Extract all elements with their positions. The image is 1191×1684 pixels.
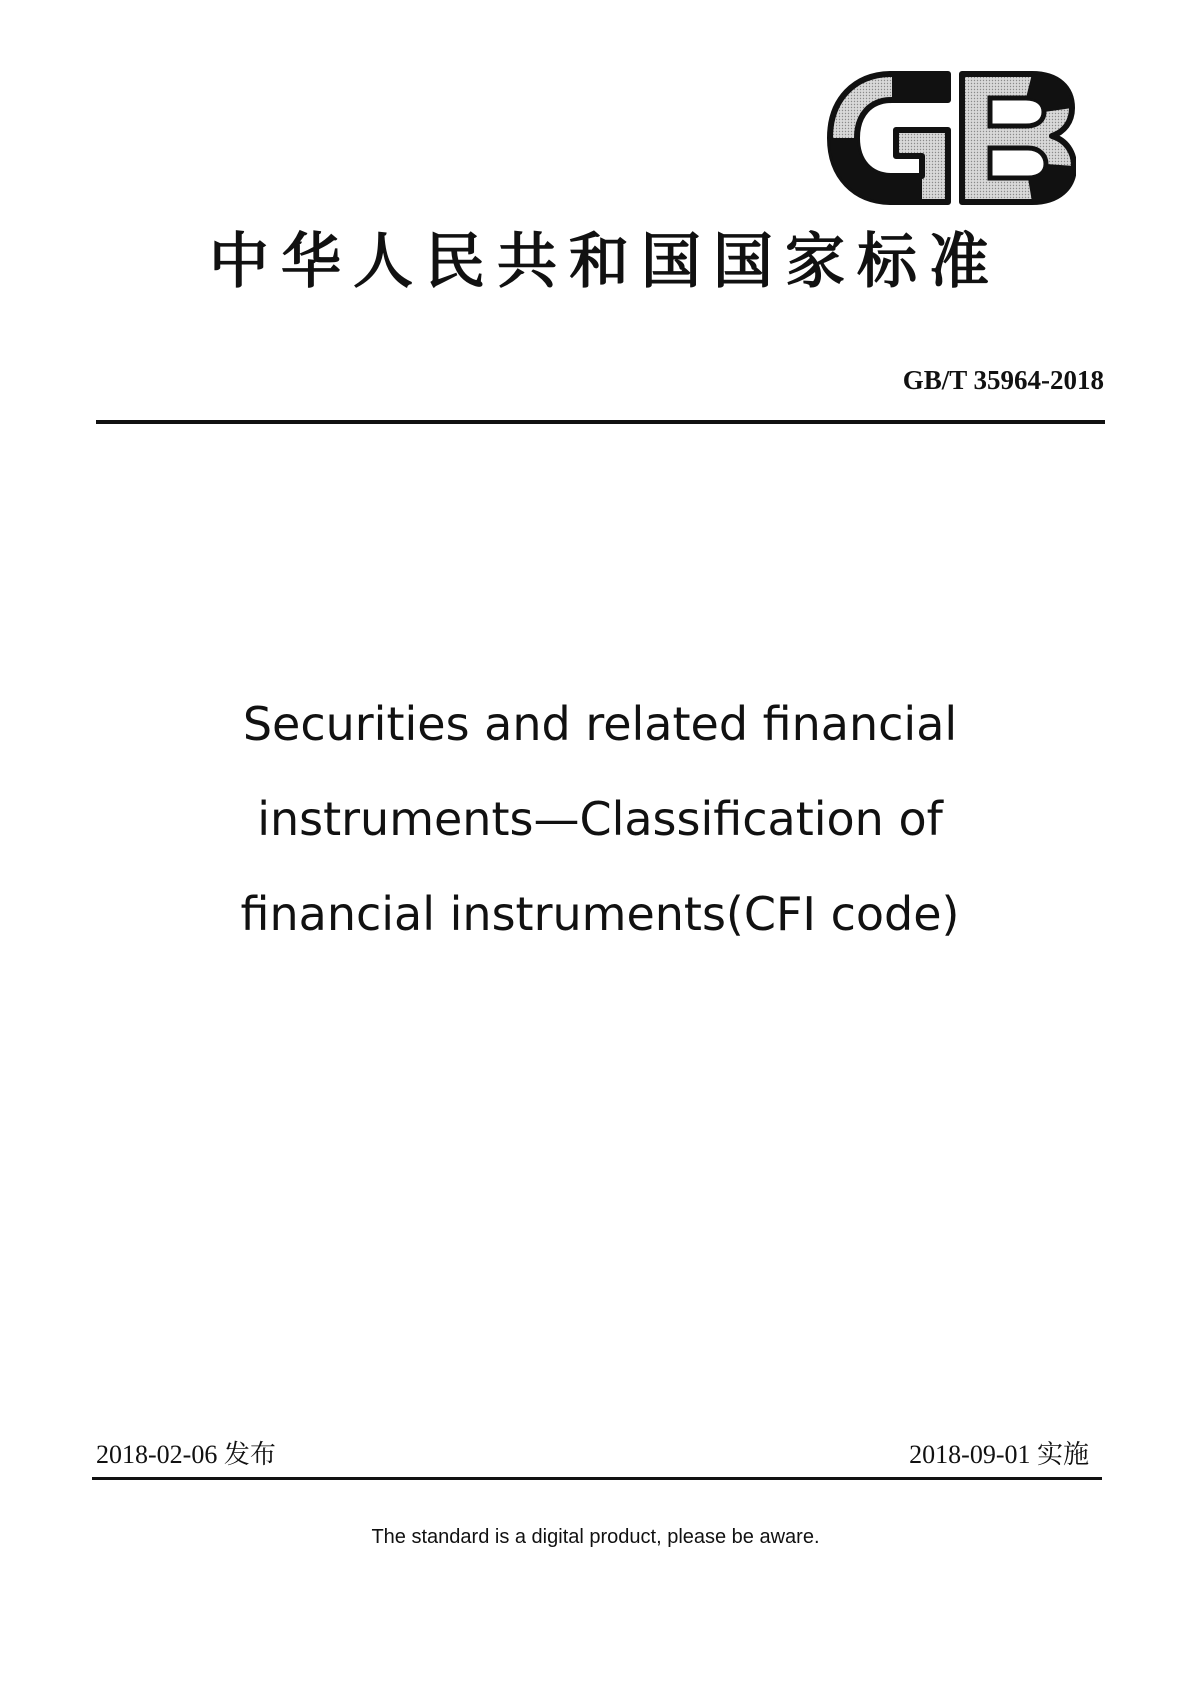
top-divider <box>96 420 1105 424</box>
title-line: financial instruments(CFI code) <box>240 887 960 941</box>
issuing-body-title: 中华人民共和国国家标准 <box>209 227 1001 297</box>
document-title <box>120 677 1080 962</box>
issue-date: 2018-02-06 发布 <box>96 1440 276 1469</box>
title-line: instruments—Classification of <box>257 792 943 846</box>
gb-logo-icon <box>826 70 1076 206</box>
digital-product-notice: The standard is a digital product, please be aware. <box>371 1526 820 1548</box>
bottom-divider <box>92 1477 1102 1480</box>
title-line: Securities and related financial <box>242 697 958 751</box>
implementation-date: 2018-09-01 实施 <box>909 1440 1089 1469</box>
standard-number: GB/T 35964-2018 <box>902 365 1104 395</box>
